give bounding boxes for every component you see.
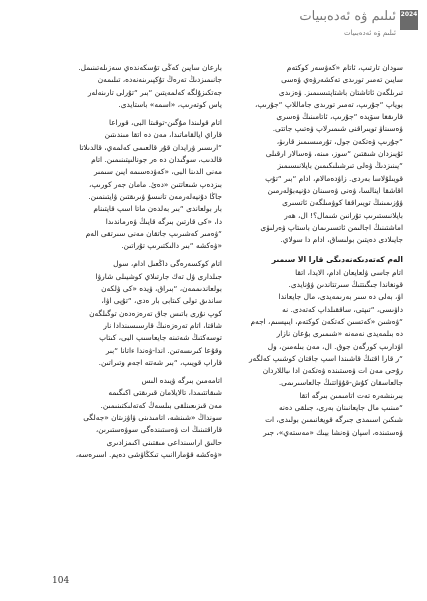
text-line: جايىلادى دەيتىن بولىساق، ادام دا سولاي. — [280, 235, 403, 245]
text-line: “مىنىپ مال جايعانىنان بەرى، جىلقى دەنە — [278, 403, 403, 413]
text-line: بولعاندىممەن، “بىراق، ۋيدە «كى ۋلكەن — [101, 284, 222, 294]
text-line: شىقاتتىمدا، تالايلامان قىرىقتى اكىگىمە — [108, 388, 222, 398]
text-line: قاراقتىنىڭ ات ۋەستىندەگى سوۋەستىرىن، — [95, 425, 222, 435]
text-line: “ر قارا اقتىڭ قاشىندا اسپ جاقتان كوشىپ كەلگەر — [248, 353, 403, 363]
text-line: “جۇرىپ ۋەتكەن جول، تۇرمىسىمىز قارىۋ، — [276, 136, 403, 146]
text-line: ۋەسىناۋ تويىراقنى شىمىرلاپ ۋەتىپ جاتتى. — [272, 124, 403, 134]
journal-logo — [299, 7, 418, 47]
left-column — [52, 62, 222, 461]
text-line: شاقتا، اتام تەرەزەنىڭ قارسىسىندادا نار — [103, 320, 222, 330]
text-line: حالىق اراسىنداعى مىقتىنى اكىمزادىرى — [106, 437, 222, 447]
text-line: شىكىن اسىمدى جىرگە قويغانىمىن بولىدى، ات — [265, 415, 403, 425]
text-line: اتام قولىندا مۇگىن-توقىتا البى، قوراعا — [109, 118, 222, 128]
text-line: داۋىسى، “تىپتى، ساققىلداپ كەتەدى. نە — [282, 304, 403, 314]
journal-title: ئىلىم ۋە ئەدەبىيات — [299, 9, 396, 24]
text-line: جاڭا دۇنيەلەرمەن تانىسۇ ۋىرىقتىن ۋايتىنمىن. — [88, 191, 222, 201]
text-line: ياس كوتەرىپ، «اسمە» باستايدى. — [118, 99, 222, 109]
paragraph-1 — [52, 62, 222, 111]
paragraph-1 — [238, 62, 403, 246]
text-line: «ۋەكشە قۇماراانىپ تىكڭاۋشى دەيم. اسىرەسە، — [75, 449, 222, 459]
text-line: بىزدەپ شىعاتتىن «دەئ. مامان جەر كورىپ، — [89, 179, 222, 189]
text-line: بار بولعاندى “بىر بەلدەن ماتا اسپ قايتىنام — [93, 204, 222, 214]
text-line: ۋۇزىمىنىڭ تويىراققا كوۋمىلگەن ئاتسىرى — [282, 198, 403, 208]
text-line: جىلدارى ۋل تەك جارتىلاي كوشيىلى شارۋا — [95, 271, 222, 281]
text-line: رۇحى مەن ات ۋەستىندە ۋەتكەن ادا ىباللاردان — [262, 366, 403, 376]
text-line: اماشتىنىڭ اجالىمن ئاتسىرىمان باستاپ ۋەرلىۋى — [260, 222, 403, 232]
text-line: قارىقغا سۆيدە “جۇرىپ، ئاتامىنىڭ ۋەسرى — [276, 112, 403, 122]
text-line: “ۋەمىر كەشىرىپ جاتقان مەنى سىرتقى الەم — [85, 228, 222, 238]
text-line: جانىمىزدىڭ تەرەڭ تۇكپىرىنەنەدە، تىلىمەن — [97, 75, 222, 85]
text-line: دە بىلمەيدى نەمەنە «شىمىرى بۇعان نازار — [276, 329, 403, 339]
text-line: قاراپ قويىپ، “بىر شەتتە اجەم وتىراتىن. — [98, 357, 222, 367]
paragraph-3 — [52, 258, 222, 369]
text-line: “ۋەشىن «كەتسىن كەتكەن كوكتەم، ايىپسىم، اجەم — [250, 316, 403, 326]
text-line: ئۇيىزدان شىقتىن “سوز، مىنە، ۋەسالار ارقىلى — [265, 149, 403, 159]
text-line: مەن قىزىعىنلقى بىلسەڭ كەتەلىكتىنىمىن. — [100, 400, 222, 410]
text-line: جالعاسقان كۇش-قۇۋاتتىڭ جالعاسىرىمى. — [278, 378, 403, 388]
right-column — [238, 62, 403, 439]
text-line: جەتكىزۇلگە كەلمەيتىن “بىر “تۇرلى تارىنەلەر — [87, 87, 222, 97]
text-line: «ۋەكشە “بىر دالىكتىرىپ تۇراتىن. — [121, 241, 222, 251]
text-line: تىرىلگەن ئاتاشتان باشتاپتىسىمىز. ۋەزىدى — [278, 87, 403, 97]
issue-badge: 2024 — [400, 10, 418, 30]
text-line: سايىن تەمىر تورىدى تەكشەرۋەي ۋەسى — [281, 75, 403, 85]
text-line: ۋەستىندە، اسپان ۋەنشا بيىك «مەستەي»، جىر — [263, 427, 403, 437]
paragraph-4 — [52, 375, 222, 461]
text-line: وقۇعا كىرىسەتىن. اندا-ۋەندا ءاتانا “بىر — [105, 345, 222, 355]
text-line: بوياپ “جۇرىپ، تەمىر تورىدى جاماللاپ “جۇرىپ، — [255, 99, 403, 109]
text-line: ساندىق تولى كىتابى بار ەدى، “تۇپى اۋا، — [101, 296, 222, 306]
text-line: “يىنىزدىڭ ۋەلى تىرشىلىكىمىن بايلانىسىمىز — [277, 161, 403, 171]
text-line: اتامەمىن بىرگە ۋيىدە الىس — [141, 376, 222, 386]
text-line: بارعان سايىن كەڭى تۇسكەندەي سەزىلەتىنىمل. — [78, 63, 222, 72]
section-heading: الەم كەتەدىكەنەدىگى قارا الا سىمىر — [271, 255, 403, 265]
text-line: اقاشقا اينالسا، ۋەنى ۋەسىنان دۇنيەبۇلەرمىن — [267, 185, 403, 195]
text-line: “ارىسىر ۋرايدان قۇر قالعىمى كەلمەي، قالدىلاتا — [79, 142, 222, 152]
text-line: قويىلۇلاسا بەردى. زاۋدەمالام، ادام “بىر “تۇپ — [265, 173, 403, 183]
text-line: توسەكتىڭ شەتىنە جايعاسىپ البى، كىتاپ — [99, 333, 222, 343]
text-line: قالدىب، سوگىدان دە ەر جونالىپتىنىمىن. اتام — [91, 155, 222, 165]
text-line: اۋ، بەلى دە سىر بەرىمەيدى، مال جايعاندا — [278, 292, 403, 302]
text-line: سونداڭ «شىنشە، اتامىدىنى ۋاۋزىتان «جەلگى — [83, 413, 222, 423]
text-line: قونغاندا جىگىتتىڭ سىرتتاندىن ۋۇنايدى. — [288, 280, 403, 290]
text-line: اتام جاسى ۋلعايعان ادام، الايدا، اتقا — [295, 267, 403, 277]
journal-subtitle: ئىلىم ۋە ئەدەبىيات — [343, 29, 396, 37]
page-number: 104 — [52, 576, 70, 586]
text-line: سودان تارتىپ، ئاتام «كەۋسەر كوكتەم — [286, 63, 403, 72]
text-line: بىرىنشەرە تەت اتامىمىن بىرگە اتقا — [299, 390, 403, 400]
text-line: مەنى الدىنا البى، «كەۋدەسىمە ايىن سىمىر — [93, 167, 222, 177]
text-line: قاراي ايالقاماتىدا، مەن دە اتقا مىندىتىن — [104, 130, 222, 140]
text-line: اۋدارىپ كورگەن جوق. ال، مەن بىلەمىن، ول — [267, 341, 403, 351]
text-line: اتام كوكسەرەگى داڭعىل ادام، سول — [113, 259, 222, 269]
paragraph-2 — [52, 117, 222, 252]
text-line: دا، «كى قارتىن بىرگە قايىڭ ۋەرماندىدا — [105, 216, 222, 226]
text-line: بايلانىستىرىپ تۇرانىن شىمال؟! ال، ھەر — [284, 210, 403, 220]
text-line: كوپ نۇرى باتىس جاق تەرەزەدەن توگىلگەن — [89, 308, 222, 318]
paragraph-2 — [238, 267, 403, 439]
